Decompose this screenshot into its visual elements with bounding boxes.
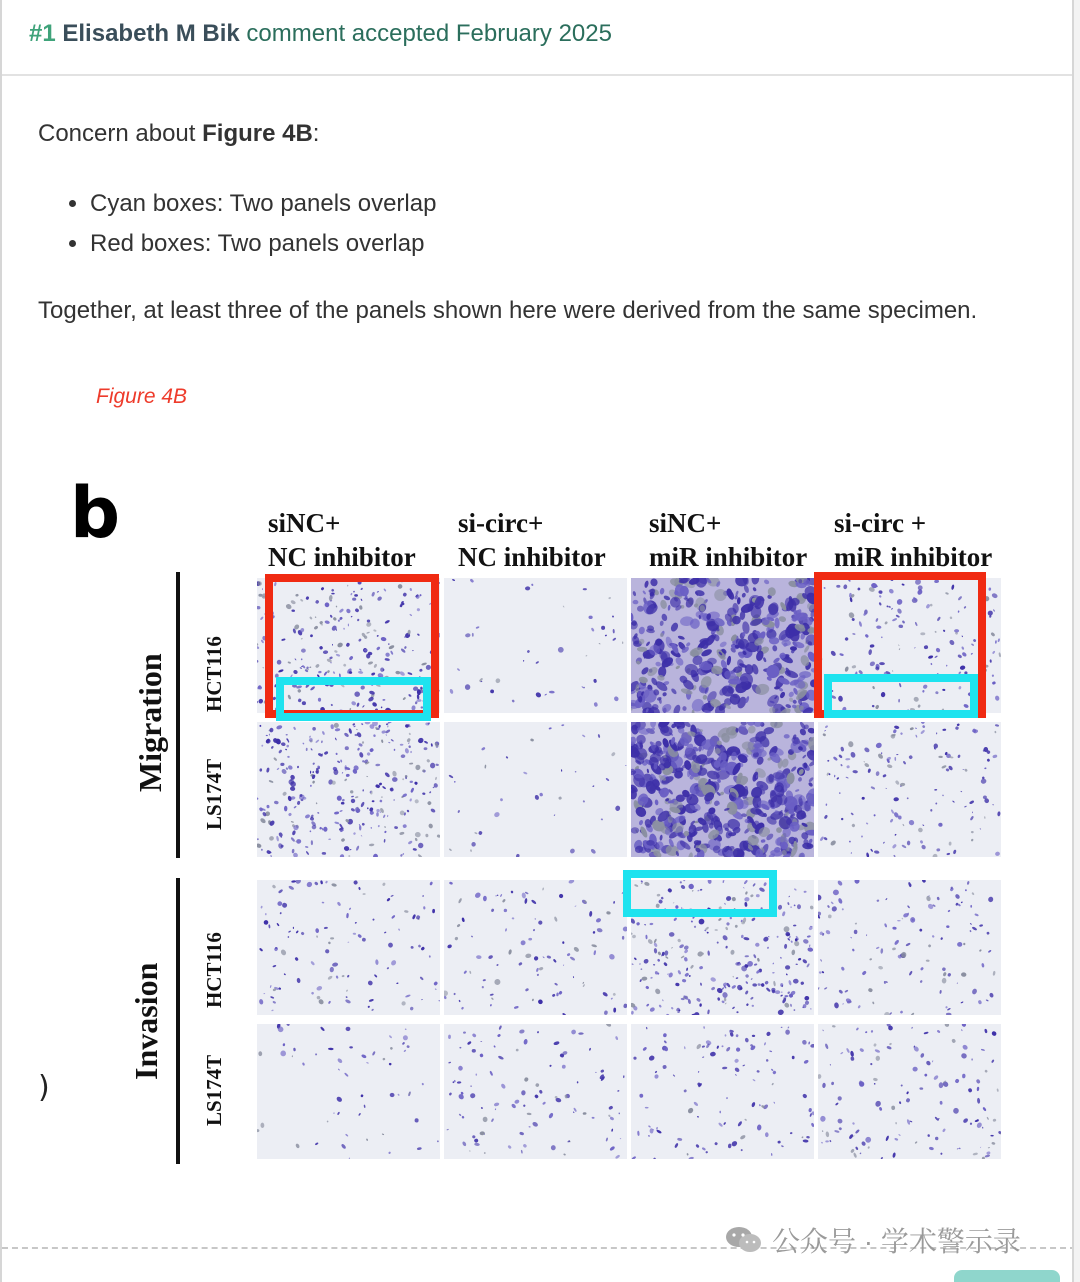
- row-label: LS174T: [202, 1054, 226, 1126]
- micrograph-panel: [818, 880, 1001, 1015]
- figure-caption: Figure 4B: [96, 385, 188, 408]
- micrograph-panel: [257, 722, 440, 857]
- invasion-bracket: [176, 878, 180, 1164]
- row-label: HCT116: [202, 636, 226, 712]
- micrograph-panel: [444, 880, 627, 1015]
- column-label: siNC+ miR inhibitor: [649, 508, 808, 572]
- micrograph-panel: [257, 1024, 440, 1159]
- comment-status: comment accepted February 2025: [246, 20, 612, 47]
- stray-mark: ): [38, 1070, 50, 1105]
- cyan-overlap-box: [824, 674, 978, 718]
- column-label: si-circ+ NC inhibitor: [458, 508, 606, 572]
- concern-list: [38, 186, 436, 266]
- comment-author[interactable]: Elisabeth M Bik: [62, 20, 240, 47]
- figure-panel-letter: b: [70, 472, 121, 554]
- list-item: • Red boxes: Two panels overlap: [90, 226, 436, 266]
- concern-figure-ref: Figure 4B: [202, 120, 313, 147]
- comment-number[interactable]: #1: [29, 20, 56, 47]
- comment-header: [2, 0, 1072, 76]
- group-label-invasion: Invasion: [128, 962, 164, 1080]
- column-label: si-circ + miR inhibitor: [834, 508, 993, 572]
- micrograph-panel: [631, 578, 814, 713]
- column-label: siNC+ NC inhibitor: [268, 508, 416, 572]
- cyan-overlap-box: [276, 677, 431, 721]
- group-label-migration: Migration: [132, 653, 168, 792]
- micrograph-panel: [818, 722, 1001, 857]
- micrograph-panel: [444, 722, 627, 857]
- micrograph-panel: [444, 578, 627, 713]
- migration-bracket: [176, 572, 180, 858]
- micrograph-panel: [631, 1024, 814, 1159]
- cyan-overlap-box: [623, 870, 777, 917]
- wechat-icon: [724, 1225, 764, 1255]
- micrograph-panel: [818, 1024, 1001, 1159]
- micrograph-panel: [257, 880, 440, 1015]
- watermark-text: 公众号 · 学术警示录: [772, 1226, 1021, 1257]
- submit-button[interactable]: [954, 1270, 1060, 1282]
- row-label: LS174T: [202, 758, 226, 830]
- watermark: [724, 1220, 1021, 1260]
- micrograph-panel: [631, 722, 814, 857]
- conclusion-text: Together, at least three of the panels shown here were derived from the same specimen.: [38, 297, 978, 324]
- micrograph-panel: [444, 1024, 627, 1159]
- row-label: HCT116: [202, 932, 226, 1008]
- list-item: • Cyan boxes: Two panels overlap: [90, 186, 436, 226]
- concern-line: Concern about Figure 4B:: [38, 120, 320, 147]
